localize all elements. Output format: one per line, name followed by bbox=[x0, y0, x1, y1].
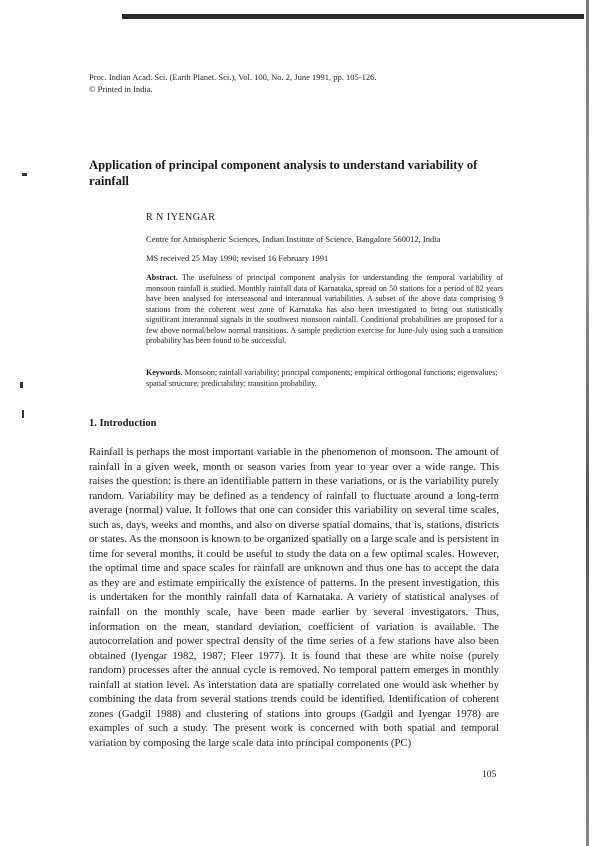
journal-header bbox=[89, 71, 509, 95]
abstract bbox=[146, 273, 503, 347]
scan-right-edge bbox=[586, 0, 589, 846]
abstract-text: The usefulness of principal component analysis for understanding the temporal variability of monsoon rainfall is studied. Monthly rainfall data of Karnataka, spread on 50 stations for a period of 82 years have been analysed for interseasonal and interannual variabilities. A subset of the above data comprising 9 stations from the coherent west zone of Karnataka has also been investigated to bring out statistically significant interannual signals in the southwest monsoon rainfall. Conditional probabilities are proposed for a few above normal/below normal transitions. A sample prediction exercise for June-July using such a transition probability has been found to be successful. bbox=[146, 273, 503, 345]
scan-edge-bar bbox=[122, 14, 584, 19]
received-dates: MS received 25 May 1990; revised 16 February 1991 bbox=[146, 253, 329, 263]
paper-title: Application of principal component analysis to understand variability of rainfall bbox=[89, 158, 478, 188]
author-affiliation: Centre for Atmospheric Sciences, Indian Institute of Science, Bangalore 560012, India bbox=[146, 234, 441, 244]
author-name: R N IYENGAR bbox=[146, 212, 216, 223]
page-number: 105 bbox=[482, 770, 497, 780]
introduction-paragraph: Rainfall is perhaps the most important variable in the phenomenon of monsoon. The amount of rainfall in a given week, month or season varies from year to year over a wide range. This raises the question: is there an identifiable pattern in these variations, or is the variability purely random. Variability may be defined as a tendency of rainfall to fluctuate around a long-term average (normal) value. It follows that one can consider this variability on several time scales, such as, days, weeks and months, and also on diverse spatial domains, that is, stations, districts or states. As the monsoon is known to be organized spatially on a large scale and is persistent in time for several months, it could be useful to study the data on a few optimal scales. However, the optimal time and space scales for rainfall are unknown and thus one has to accept the data as they are and estimate empirically the existence of patterns. In the present investigation, this is undertaken for the monthly rainfall data of Karnataka. A variety of statistical analyses of rainfall on the monthly scale, have been made earlier by several investigators. Thus, information on the mean, standard deviation, coefficient of variation is available. The autocorrelation and power spectral density of the time series of a few stations have also been obtained (Iyengar 1982, 1987; Fleer 1977). It is found that these are white noise (purely random) processes after the annual cycle is removed. No temporal pattern emerges in monthly rainfall at station level. As interstation data are spatially correlated one would ask whether by combining the data from several stations trends could be identified. Identification of coherent zones (Gadgil 1988) and clustering of stations into groups (Gadgil and Iyengar 1978) are examples of such a study. The present work is concerned with both spatial and temporal variation by composing the large scale data into principal components (PC) bbox=[89, 446, 499, 749]
scan-speck bbox=[20, 382, 23, 388]
copyright-line: © Printed in India. bbox=[89, 84, 153, 94]
keywords-text: Monsoon; rainfall variability; principal components; empirical orthogonal functions; eigenvalues; spatial structure; predictability; transition probability. bbox=[146, 368, 498, 388]
abstract-label: Abstract. bbox=[146, 273, 178, 282]
keywords-label: Keywords. bbox=[146, 368, 183, 377]
citation-line: Proc. Indian Acad. Sci. (Earth Planet. Sci.), Vol. 100, No. 2, June 1991, pp. 105-126. bbox=[89, 72, 377, 82]
scan-speck bbox=[22, 173, 27, 176]
keywords bbox=[146, 368, 503, 389]
scan-speck bbox=[22, 410, 24, 418]
section-heading: 1. Introduction bbox=[89, 418, 157, 429]
